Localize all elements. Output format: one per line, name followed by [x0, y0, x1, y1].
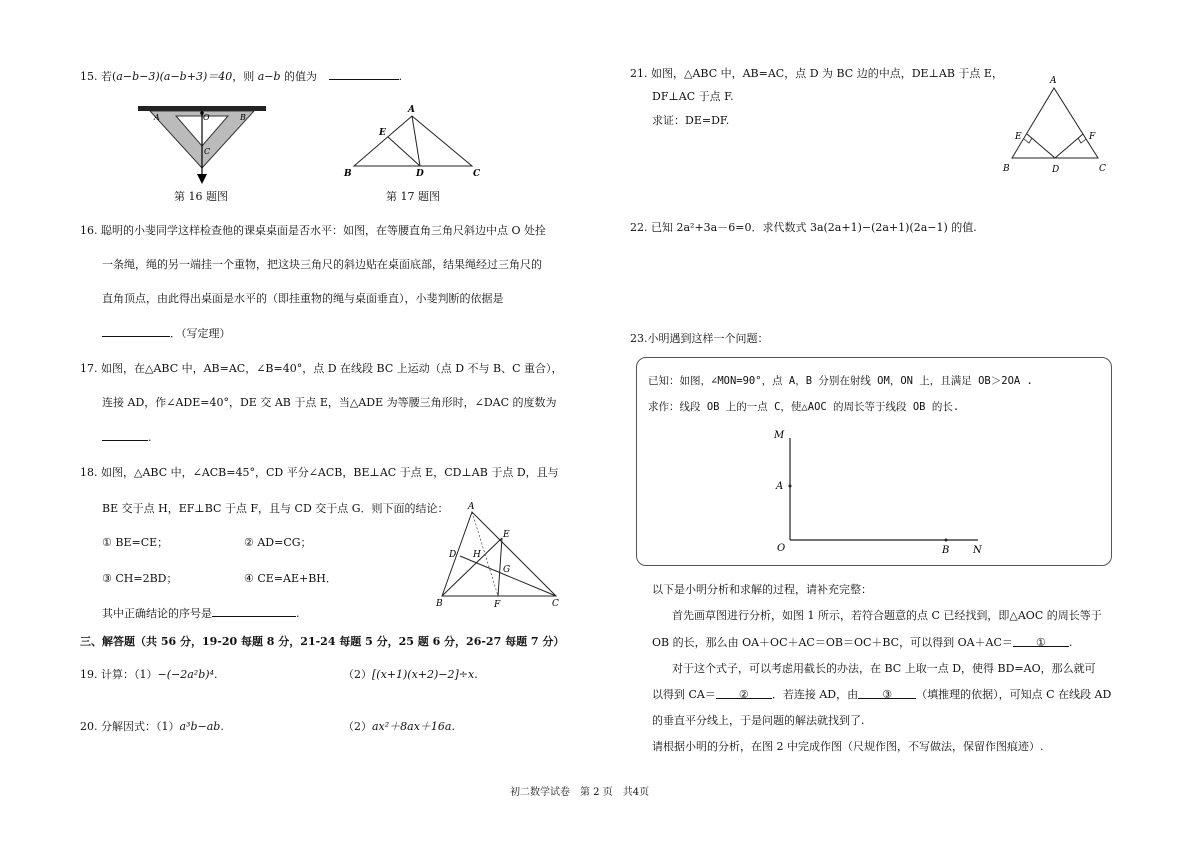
q16-text-1: 聪明的小斐同学这样检查他的课桌桌面是否水平：如图，在等腰直角三角尺斜边中点 O 处拴 — [101, 224, 547, 237]
q23-intro-text: 小明遇到这样一个问题： — [647, 332, 769, 345]
q16-line-3: 直角顶点，由此得出桌面是水平的（即挂重物的绳与桌面垂直），小斐判断的依据是 — [102, 292, 504, 305]
q23-paragraph-3d-text: （填推理的依据），可知点 C 在线段 AD — [916, 688, 1112, 701]
fig18-label-h: H — [473, 550, 481, 560]
fig17-label-b: B — [344, 169, 352, 179]
q19-number: 19. — [80, 668, 98, 681]
q23-paragraph-4: 的垂直平分线上，于是问题的解法就找到了. — [652, 714, 865, 727]
q16-line-2: 一条绳，绳的另一端挂一个重物，把这块三角尺的斜边贴在桌面底部，结果绳经过三角尺的 — [102, 258, 542, 271]
q19-label-1: 计算：（1） — [101, 668, 158, 681]
q15-expression-2: a−b — [257, 70, 281, 83]
section-3-title: 三、解答题（共 56 分，19-20 每题 8 分，21-24 每题 5 分，25 题 6 分，26-27 每题 7 分） — [80, 635, 565, 648]
q18-option-3: ③ CH=2BD； — [102, 572, 178, 585]
q15-post: 的值为 — [280, 70, 318, 83]
fig21-label-e: E — [1015, 132, 1022, 142]
question-20-part-2 — [343, 720, 455, 734]
fig16-label-c: C — [204, 147, 211, 156]
q23-blank-1-label: ① — [1035, 636, 1046, 649]
q18-option-1: ① BE=CE； — [102, 536, 169, 549]
q19-label-2: （2） — [343, 668, 372, 681]
q15-number: 15. — [80, 70, 98, 83]
q20-number: 20. — [80, 720, 98, 733]
fig18-label-c: C — [552, 599, 559, 609]
q18-text-1: 如图，△ABC 中，∠ACB=45°，CD 平分∠ACB，BE⊥AC 于点 E，CD⊥AB 于点 D，且与 — [101, 466, 559, 479]
fig16-caption: 第 16 题图 — [174, 190, 228, 203]
q19-expression-1: −(−2a²b)⁴ — [157, 668, 214, 681]
fig17-label-c: C — [473, 169, 481, 179]
fig23-label-a: A — [776, 481, 784, 492]
q20-expression-2: ax²＋8ax＋16a — [372, 720, 452, 733]
figure-23 — [770, 424, 990, 558]
q23-paragraph-2b: OB 的长，那么由 OA＋OC＋AC＝OB＝OC＋BC，可以得到 OA＋AC＝ ① . — [652, 636, 1073, 649]
fig16-label-a: A — [154, 113, 160, 122]
q16-number: 16. — [80, 224, 98, 237]
q17-number: 17. — [80, 362, 98, 375]
fig21-label-b: B — [1003, 164, 1010, 174]
q16-line-1 — [80, 224, 546, 238]
q15-pre: 若( — [101, 70, 117, 83]
fig23-label-n: N — [973, 545, 982, 556]
q23-blank-2-label: ② — [738, 688, 749, 701]
q23-paragraph-3c-text: ．若连接 AD，由 — [771, 688, 859, 701]
fig18-label-b: B — [436, 599, 443, 609]
fig16-label-b: B — [240, 113, 246, 122]
q17-text-1: 如图，在△ABC 中，AB=AC，∠B=40°，点 D 在线段 BC 上运动（点 D 不与 B、C 重合）， — [101, 362, 563, 375]
fig17-label-e: E — [379, 128, 386, 138]
question-19-part-1 — [80, 668, 217, 682]
figure-16 — [136, 100, 268, 184]
q21-line-3: 求证：DE=DF. — [652, 114, 730, 127]
q23-intro — [630, 332, 769, 346]
q18-option-4: ④ CE=AE+BH． — [244, 572, 337, 585]
fig18-label-f: F — [494, 600, 501, 610]
q20-end-1: . — [220, 720, 224, 733]
q23-blank-3[interactable] — [858, 688, 916, 699]
q22-text: 已知 2a²+3a－6=0．求代数式 3a(2a+1)−(2a+1)(2a−1) 的值. — [651, 221, 977, 234]
q21-text-1: 如图，△ABC 中，AB=AC，点 D 为 BC 边的中点，DE⊥AB 于点 E， — [651, 67, 1003, 80]
q23-paragraph-3a: 对于这个式子，可以考虑用截长的办法，在 BC 上取一点 D，使得 BD=AO，那么就可 — [672, 662, 1096, 675]
q23-paragraph-5: 请根据小明的分析，在图 2 中完成作图（尺规作图，不写做法，保留作图痕迹）. — [652, 740, 1044, 753]
question-20-part-1 — [80, 720, 224, 734]
figure-17 — [342, 100, 487, 180]
q17-answer-blank[interactable] — [102, 430, 148, 441]
q20-label-2: （2） — [343, 720, 372, 733]
figure-18 — [432, 500, 568, 612]
question-19-part-2 — [343, 668, 478, 682]
q16-text-4: ．（写定理） — [170, 327, 231, 340]
q18-answer-blank[interactable] — [212, 606, 296, 617]
q18-number: 18. — [80, 466, 98, 479]
q18-conclusion — [102, 606, 300, 621]
q16-line-4 — [102, 326, 231, 341]
q23-blank-1[interactable] — [1013, 636, 1069, 647]
q20-end-2: . — [451, 720, 455, 733]
q21-line-1 — [630, 67, 1003, 81]
fig21-label-d: D — [1052, 165, 1060, 175]
figure-21 — [1000, 72, 1118, 178]
q15-end: . — [398, 70, 403, 83]
q23-number: 23. — [630, 332, 648, 345]
q18-line-1 — [80, 466, 559, 480]
fig18-label-d: D — [449, 550, 457, 560]
q20-label-1: 分解因式：（1） — [101, 720, 180, 733]
q21-number: 21. — [630, 67, 648, 80]
fig18-label-e: E — [503, 530, 510, 540]
fig21-label-a: A — [1050, 76, 1057, 86]
q17-line-1 — [80, 362, 563, 376]
q23-paragraph-1: 以下是小明分析和求解的过程，请补充完整： — [652, 583, 872, 596]
q23-paragraph-2b-text: OB 的长，那么由 OA＋OC＋AC＝OB＝OC＋BC，可以得到 OA＋AC＝ — [652, 636, 1013, 649]
fig17-label-d: D — [416, 169, 424, 179]
q18-conclusion-text: 其中正确结论的序号是 — [102, 607, 212, 620]
fig17-caption: 第 17 题图 — [386, 190, 440, 203]
q22-number: 22. — [630, 221, 648, 234]
q15-mid: ，则 — [232, 70, 258, 83]
q19-end-2: . — [474, 668, 478, 681]
fig23-label-b: B — [942, 545, 950, 556]
q23-blank-3-label: ③ — [882, 688, 893, 701]
fig23-label-o: O — [777, 543, 786, 554]
q19-end-1: . — [213, 668, 218, 681]
fig23-label-m: M — [774, 430, 785, 441]
page-footer: 初二数学试卷 第 2 页 共4页 — [510, 787, 650, 798]
q21-line-2: DF⊥AC 于点 F. — [652, 90, 734, 103]
q23-given: 已知：如图，∠MON=90°，点 A，B 分别在射线 OM，ON 上，且满足 OB＞2OA . — [648, 375, 1033, 387]
q18-conclusion-end: . — [296, 607, 300, 620]
q17-line-2: 连接 AD，作∠ADE=40°，DE 交 AB 于点 E，当△ADE 为等腰三角形时，∠DAC 的度数为 — [102, 396, 557, 409]
fig17-label-a: A — [408, 105, 415, 115]
q23-paragraph-2a: 首先画草图进行分析，如图 1 所示，若符合题意的点 C 已经找到，即△AOC 的周长等于 — [672, 609, 1102, 622]
q23-paragraph-3b — [652, 688, 1111, 702]
q23-blank-2[interactable] — [716, 688, 772, 699]
fig16-label-o: O — [203, 113, 210, 122]
fig21-label-f: F — [1089, 132, 1096, 142]
q15-answer-blank[interactable] — [329, 69, 399, 80]
fig18-label-a: A — [468, 502, 475, 512]
q18-option-2: ② AD=CG； — [244, 536, 312, 549]
q17-text-3: . — [148, 431, 152, 444]
fig18-label-g: G — [503, 565, 511, 575]
q15-expression: a−b−3)(a−b+3)＝40 — [116, 70, 233, 83]
question-22 — [630, 221, 977, 235]
q17-line-3 — [102, 430, 152, 445]
q16-answer-blank[interactable] — [102, 326, 170, 337]
q19-expression-2: [(x+1)(x+2)−2]÷x — [372, 668, 475, 681]
question-15 — [80, 69, 402, 84]
q20-expression-1: a³b−ab — [179, 720, 221, 733]
q18-line-2: BE 交于点 H，EF⊥BC 于点 F，且与 CD 交于点 G．则下面的结论： — [102, 502, 449, 515]
fig21-label-c: C — [1099, 164, 1106, 174]
q23-paragraph-3b-text: 以得到 CA＝ — [652, 688, 716, 701]
q23-task: 求作：线段 OB 上的一点 C，使△AOC 的周长等于线段 OB 的长. — [648, 401, 960, 413]
